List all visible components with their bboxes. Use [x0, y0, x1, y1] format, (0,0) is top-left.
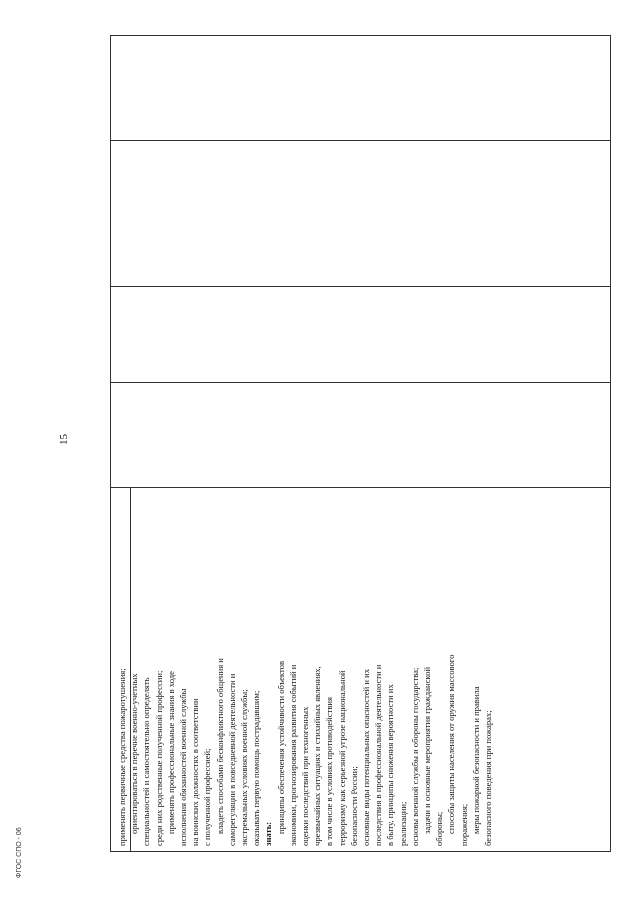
text-line: знать:: [263, 821, 274, 846]
text-line: поражения;: [458, 803, 469, 846]
table-row-divider: [111, 487, 610, 488]
text-line: способы защиты населения от оружия массового: [446, 654, 457, 834]
text-line: терроризму как серьезной угрозе национальной: [336, 670, 347, 846]
text-line: саморегуляции в повседневной деятельности и: [226, 673, 237, 846]
text-line: исполнения обязанностей военной службы: [178, 688, 189, 846]
page-number-text: 15: [58, 434, 70, 445]
text-line: специальностей и самостоятельно определять: [141, 677, 152, 846]
text-line: владеть способами бесконфликтного общения и: [214, 658, 225, 834]
text-line: экономики, прогнозирования развития событий и: [287, 664, 298, 846]
text-line: среди них родственные полученной профессии;: [153, 670, 164, 846]
text-line: обороны;: [434, 811, 445, 846]
text-line: чрезвычайных ситуациях и стихийных явлениях,: [312, 666, 323, 846]
text-line: экстремальных условиях военной службы;: [239, 689, 250, 846]
text-line: ориентироваться в перечне военно-учетных: [129, 673, 140, 834]
text-line: оценки последствий при техногенных: [300, 706, 311, 846]
text-line: в том числе в условиях противодействия: [324, 697, 335, 846]
text-line: принципы обеспечения устойчивости объектов: [275, 660, 286, 834]
text-line: оказывать первую помощь пострадавшим;: [251, 690, 262, 846]
text-line: последствия в профессиональной деятельности и: [373, 664, 384, 846]
text-line: безопасного поведения при пожарах;: [483, 710, 494, 846]
text-line: основы военной службы и обороны государства;: [409, 667, 420, 846]
text-line: с полученной профессией;: [202, 748, 213, 846]
text-line: безопасности России;: [348, 766, 359, 846]
text-line: задачи и основные мероприятия гражданской: [422, 666, 433, 834]
text-line: применять профессиональные знания в ходе: [165, 671, 176, 834]
text-line: реализации;: [397, 801, 408, 846]
table-row-divider: [111, 382, 610, 383]
table-row-divider: [111, 140, 610, 141]
competency-text: [112, 496, 494, 852]
text-line: меры пожарной безопасности и правила: [470, 686, 481, 834]
text-line: основные виды потенциальных опасностей и их: [361, 668, 372, 846]
text-line: в быту, принципы снижения вероятности их: [385, 684, 396, 846]
table-row-divider: [111, 286, 610, 287]
text-line: на воинских должностях в соответствии: [190, 698, 201, 846]
footer-text: ФГОС СПО - 06: [16, 827, 23, 878]
text-line: применять первичные средства пожаротушения;: [117, 668, 127, 846]
